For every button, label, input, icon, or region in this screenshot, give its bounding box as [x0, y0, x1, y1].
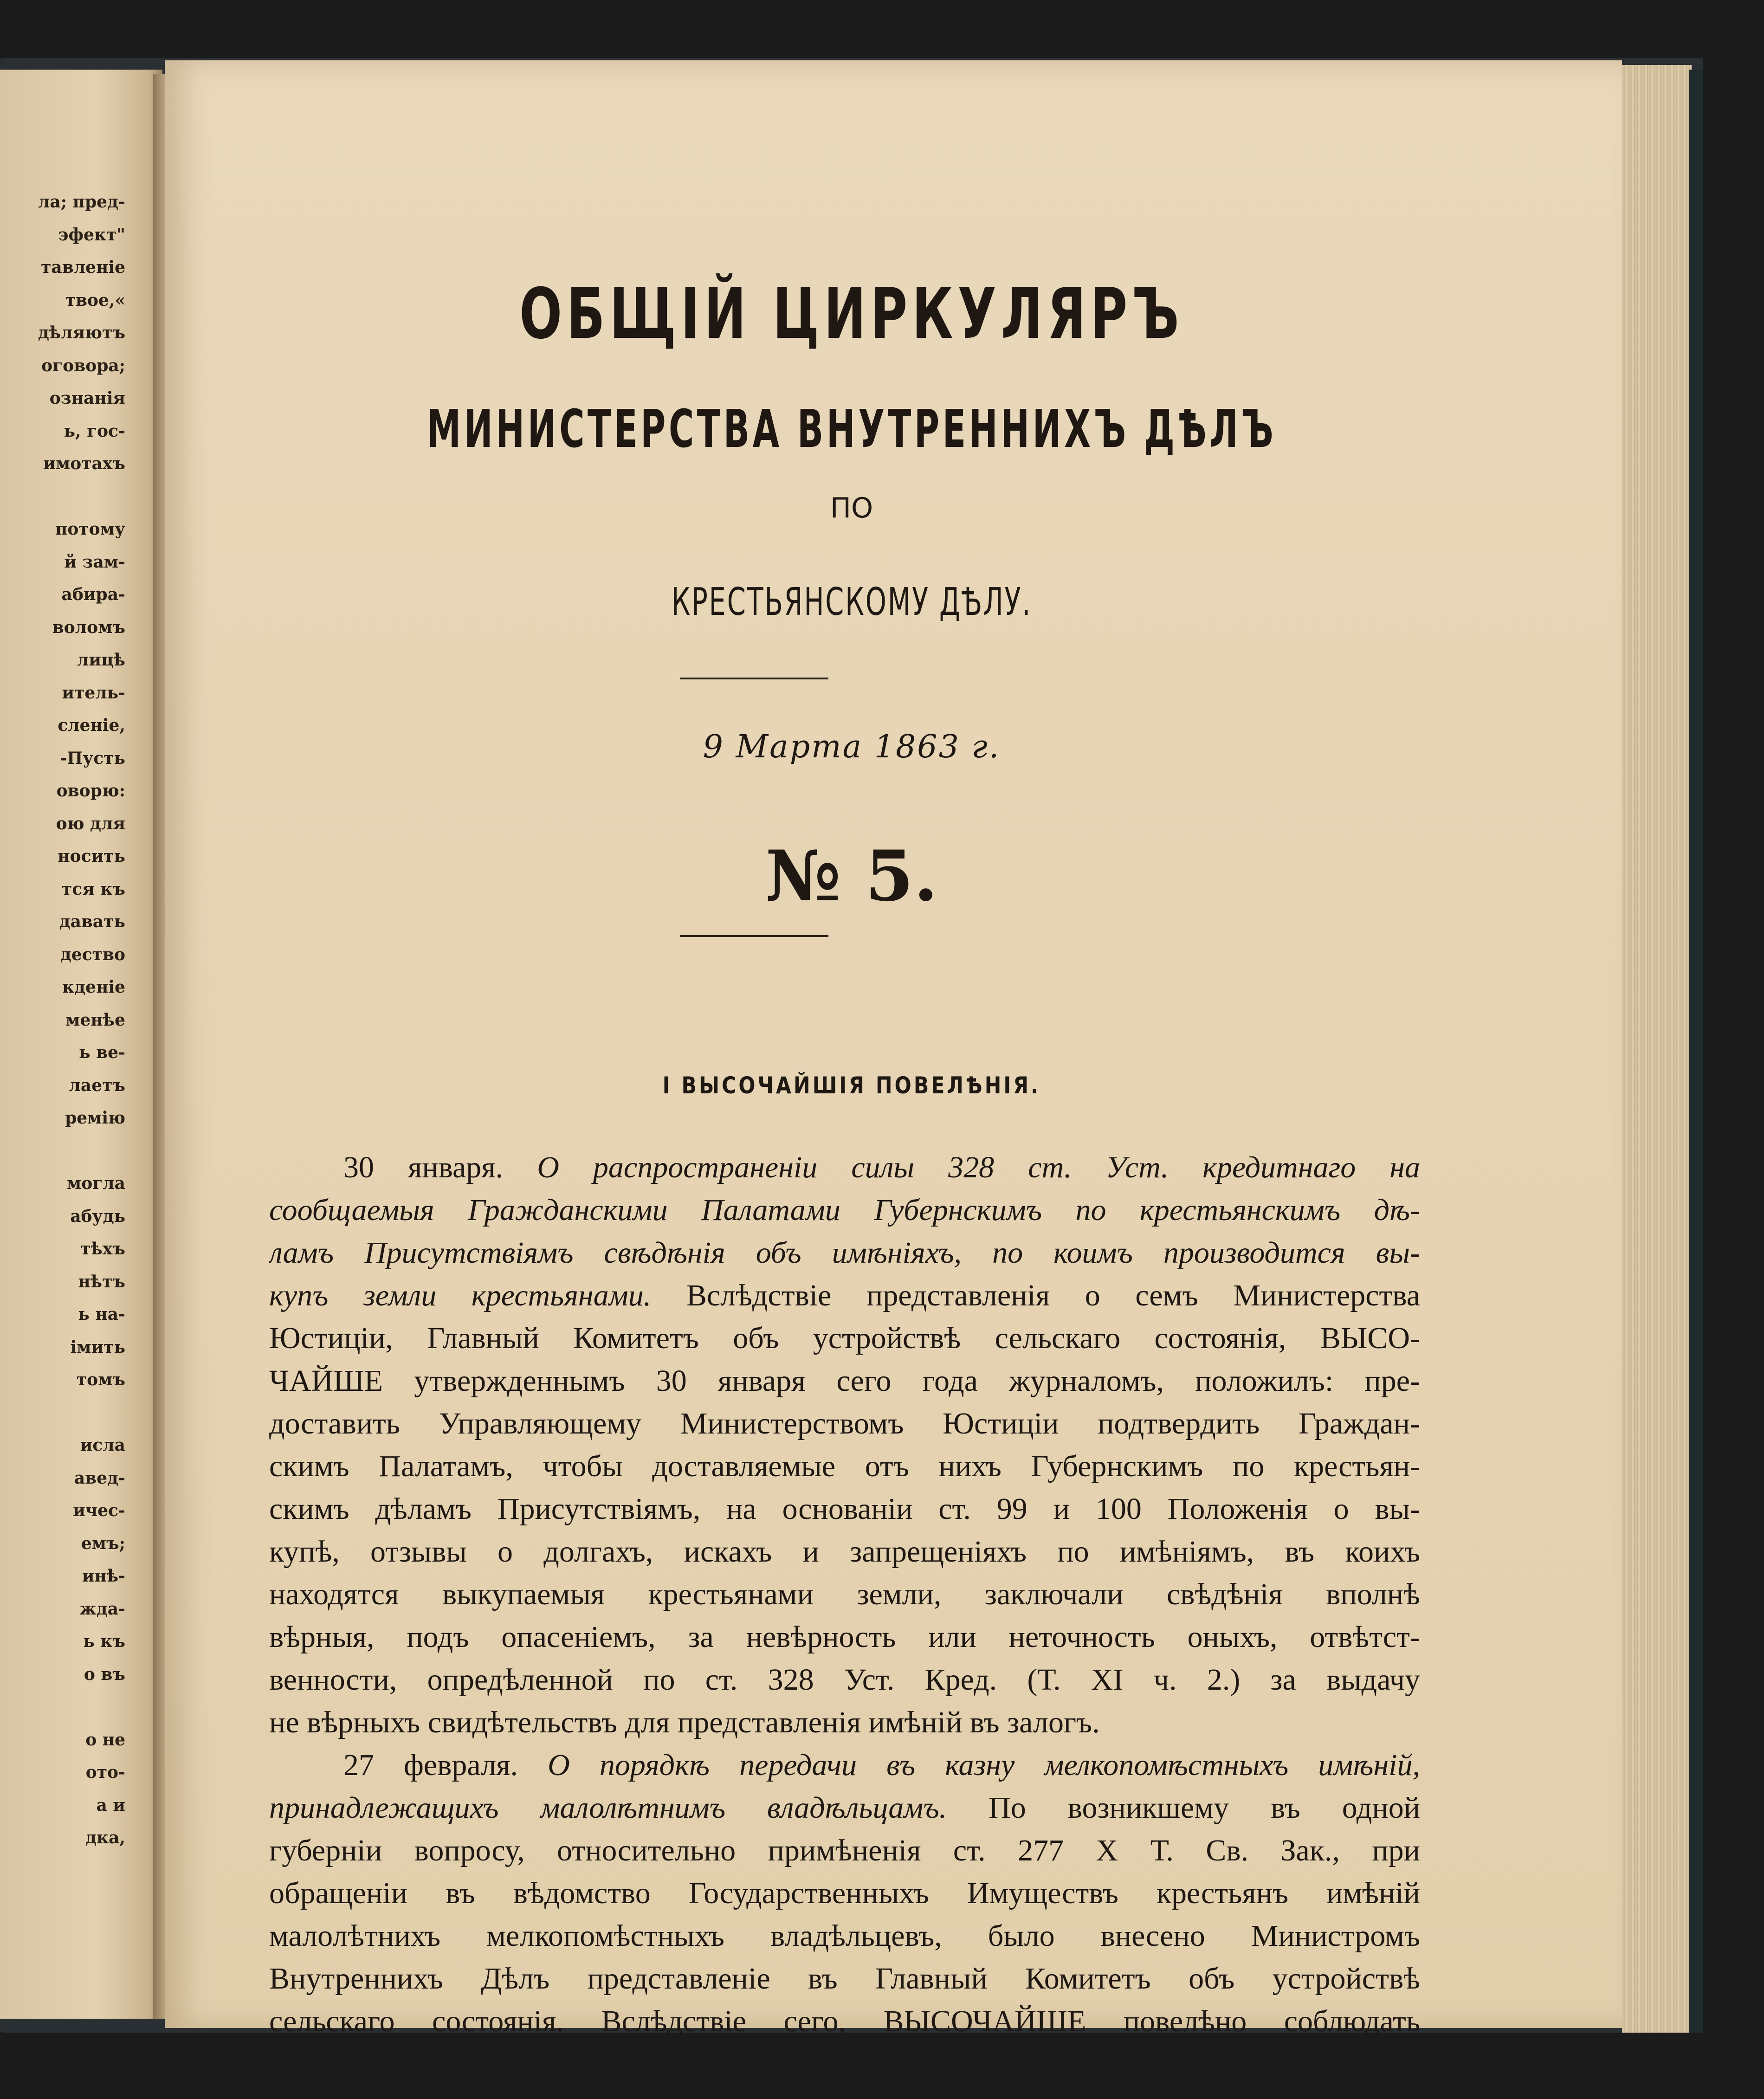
subject-title: КРЕСТЬЯНСКОМУ ДѢЛУ.: [671, 580, 1032, 624]
text-line: [269, 1531, 1420, 1573]
text-line: [269, 1573, 1420, 1616]
text-line: [269, 1957, 1420, 2000]
page-edges: [1622, 65, 1692, 2033]
previous-page-line: эфект": [58, 225, 125, 245]
previous-page-line: ремію: [65, 1108, 125, 1128]
entry-text: находятся выкупаемыя крестьянами земли, заключали свѣдѣнія вполнѣ: [269, 1577, 1420, 1611]
previous-page-line: томъ: [76, 1370, 125, 1389]
previous-page-line: абудь: [70, 1206, 125, 1226]
text-line: [269, 2000, 1420, 2043]
previous-page-line: носить: [58, 846, 125, 866]
previous-page-line: абира-: [61, 585, 125, 604]
previous-page-line: нѣтъ: [78, 1272, 125, 1292]
issue-date: 9 Марта 1863 г.: [703, 729, 1001, 765]
title-preposition: ПО: [830, 492, 873, 524]
previous-page-line: імить: [70, 1337, 125, 1357]
previous-page-line: ь на-: [78, 1305, 125, 1324]
previous-page-line: жда-: [79, 1599, 125, 1619]
entry-text: Юстиціи, Главный Комитетъ объ устройствѣ сельскаго состоянія, ВЫСО-: [269, 1321, 1420, 1355]
previous-page-line: ь къ: [83, 1632, 125, 1651]
divider-rule: [680, 935, 828, 937]
entry-summary: О порядкѣ передачи въ казну мелкопомѣстныхъ имѣній,: [548, 1748, 1420, 1782]
entry-text: вѣрныя, подъ опасеніемъ, за невѣрность или неточность оныхъ, отвѣтст-: [269, 1620, 1420, 1654]
text-line: [269, 1872, 1420, 1915]
text-line: [269, 1616, 1420, 1659]
text-line: [269, 1488, 1420, 1531]
entry-text: губерніи вопросу, относительно примѣненія ст. 277 X Т. Св. Зак., при: [269, 1834, 1420, 1867]
divider-rule: [680, 678, 828, 679]
previous-page-text: [0, 186, 125, 1854]
previous-page-line: тѣхъ: [80, 1239, 125, 1259]
previous-page-line: [0, 1396, 125, 1429]
previous-page-line: а и: [96, 1795, 125, 1815]
previous-page-line: тавленіе: [41, 258, 125, 277]
previous-page-line: давать: [59, 912, 125, 931]
entry-date: 27 февраля.: [343, 1748, 518, 1782]
entry-text: ЧАЙШЕ утвержденнымъ 30 января сего года журналомъ, положилъ: пре-: [269, 1364, 1420, 1398]
entry-text: малолѣтнихъ мелкопомѣстныхъ владѣльцевъ, было внесено Министромъ: [269, 1919, 1420, 1953]
entry-summary: принадлежащихъ малолѣтнимъ владѣльцамъ.: [269, 1791, 947, 1825]
previous-page-line: воломъ: [52, 617, 125, 637]
text-line: [269, 1915, 1420, 1957]
previous-page-line: потому: [55, 519, 125, 539]
entry-text: венности, опредѣленной по ст. 328 Уст. Кред. (Т. XI ч. 2.) за выдачу: [269, 1663, 1420, 1697]
previous-page-line: ь ве-: [79, 1043, 125, 1062]
previous-page-line: й зам-: [64, 552, 125, 572]
text-line: [269, 1659, 1420, 1701]
previous-page-line: дѣляютъ: [38, 323, 125, 342]
entry-date: 30 января.: [343, 1150, 504, 1184]
previous-page-line: тся къ: [62, 879, 125, 899]
page-content: [165, 60, 1622, 2038]
entry-summary: О распространеніи силы 328 ст. Уст. кредитнаго на: [537, 1150, 1420, 1184]
text-line: [269, 1445, 1420, 1488]
entry-text: купѣ, отзывы о долгахъ, искахъ и запрещеніяхъ по имѣніямъ, въ коихъ: [269, 1535, 1420, 1569]
previous-page-line: ото-: [85, 1763, 125, 1782]
ministry-title: МИНИСТЕРСТВА ВНУТРЕННИХЪ ДѢЛЪ: [426, 399, 1277, 459]
text-line: [269, 1232, 1420, 1274]
issue-number: № 5.: [765, 835, 938, 917]
previous-page-line: ь, гос-: [64, 421, 125, 441]
cover-edge: [1689, 70, 1703, 2033]
entry-text: скимъ дѣламъ Присутствіямъ, на основаніи ст. 99 и 100 Положенія о вы-: [269, 1492, 1420, 1526]
entry-text: не вѣрныхъ свидѣтельствъ для представленія имѣній въ залогъ.: [269, 1705, 1100, 1739]
entry-text: По возникшему въ одной: [989, 1791, 1420, 1825]
previous-page-line: о въ: [84, 1664, 125, 1684]
entry-summary: купъ земли крестьянами.: [269, 1279, 652, 1312]
previous-page-line: ла; пред-: [38, 192, 125, 212]
previous-page-line: сленіе,: [58, 716, 125, 735]
previous-page-line: ою для: [56, 814, 125, 833]
previous-page-line: исла: [80, 1435, 125, 1455]
previous-page-line: оговора;: [41, 355, 125, 375]
text-line: [269, 1701, 1420, 1744]
entry-text: скимъ Палатамъ, чтобы доставляемые отъ нихъ Губернскимъ по крестьян-: [269, 1449, 1420, 1483]
previous-page-line: лицѣ: [77, 650, 125, 670]
section-heading: I ВЫСОЧАЙШІЯ ПОВЕЛѢНІЯ.: [662, 1072, 1041, 1099]
previous-page-line: инѣ-: [82, 1566, 125, 1586]
previous-page-line: ознанія: [49, 388, 125, 408]
previous-page-line: дество: [60, 944, 125, 964]
previous-page-line: имотахъ: [43, 454, 125, 473]
entry-text: Вслѣдствіе представленія о семъ Министерства: [686, 1279, 1420, 1312]
text-line: [269, 1402, 1420, 1445]
body-text: [269, 1146, 1420, 2043]
entry-text: обращеніи въ вѣдомство Государственныхъ Имуществъ крестьянъ имѣній: [269, 1876, 1420, 1910]
text-line: [269, 1274, 1420, 1317]
entry-text: Внутреннихъ Дѣлъ представленіе въ Главный Комитетъ объ устройствѣ: [269, 1962, 1420, 1996]
previous-page-line: [0, 1691, 125, 1724]
previous-page: [0, 70, 162, 2019]
previous-page-line: [0, 480, 125, 513]
text-line: [269, 1829, 1420, 1872]
previous-page-line: оворю:: [56, 781, 125, 801]
previous-page-line: могла: [66, 1174, 125, 1193]
previous-page-line: -Пусть: [60, 748, 125, 768]
text-line: [269, 1189, 1420, 1232]
previous-page-line: менѣе: [65, 1010, 125, 1030]
previous-page-line: лаетъ: [69, 1075, 125, 1095]
entry-summary: ламъ Присутствіямъ свѣдѣнія объ имѣніяхъ, по коимъ производится вы-: [269, 1236, 1420, 1270]
entry-text: доставить Управляющему Министерствомъ Юстиціи подтвердить Граждан-: [269, 1407, 1420, 1440]
previous-page-line: [0, 1135, 125, 1168]
previous-page-line: о не: [85, 1730, 125, 1750]
previous-page-line: ичес-: [73, 1501, 125, 1520]
previous-page-line: авед-: [74, 1468, 125, 1488]
circular-title: ОБЩІЙ ЦИРКУЛЯРЪ: [519, 274, 1184, 355]
text-line: [269, 1744, 1420, 1787]
previous-page-line: кденіе: [62, 977, 125, 997]
entry-text: сельскаго состоянія. Вслѣдствіе сего, ВЫСОЧАЙШЕ повелѣно соблюдать: [269, 2004, 1420, 2038]
previous-page-line: дка,: [85, 1828, 125, 1847]
previous-page-line: емъ;: [81, 1533, 125, 1553]
text-line: [269, 1146, 1420, 1189]
previous-page-line: итель-: [62, 683, 125, 703]
entry-summary: сообщаемыя Гражданскими Палатами Губернскимъ по крестьянскимъ дѣ-: [269, 1193, 1420, 1227]
previous-page-line: твое,«: [65, 290, 125, 310]
text-line: [269, 1787, 1420, 1829]
text-line: [269, 1360, 1420, 1402]
text-line: [269, 1317, 1420, 1360]
